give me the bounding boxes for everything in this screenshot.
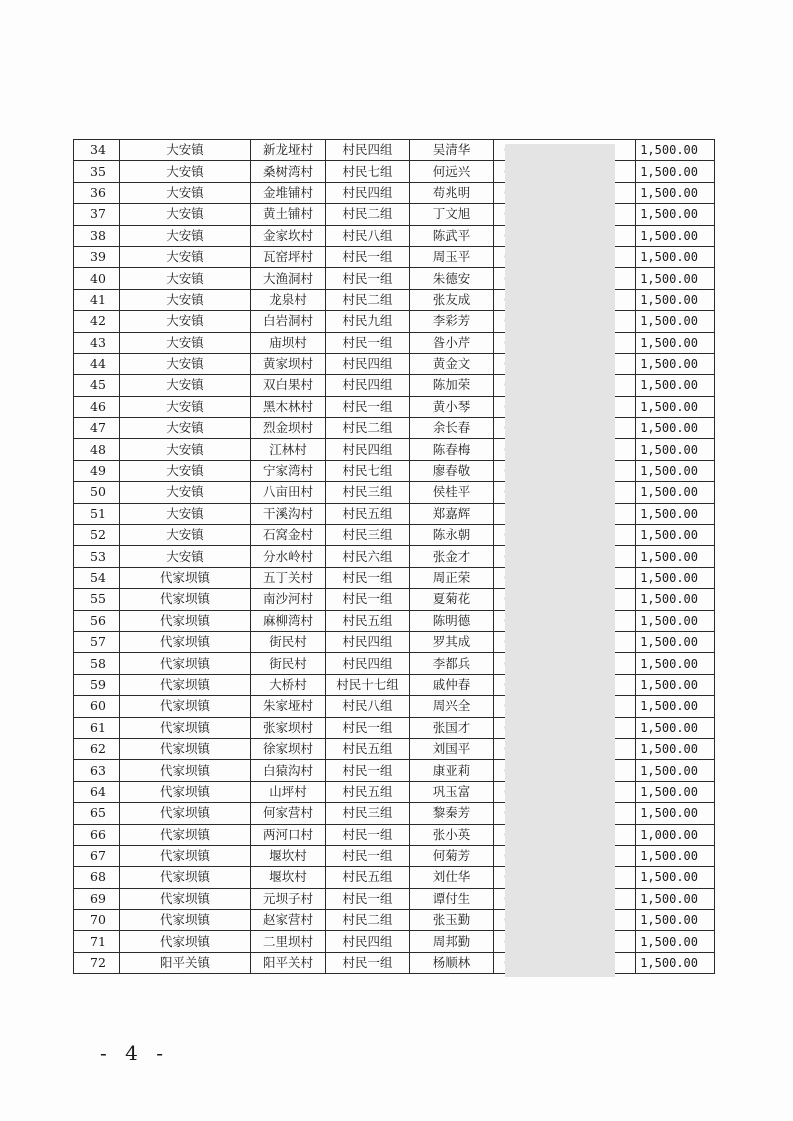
row-number: 71 [74, 931, 120, 952]
table-row [74, 268, 715, 289]
village-cell: 龙泉村 [251, 289, 326, 310]
table-row [74, 482, 715, 503]
name-cell: 刘国平 [410, 738, 494, 759]
name-cell: 周邦勤 [410, 931, 494, 952]
group-cell: 村民四组 [326, 631, 410, 652]
row-number: 41 [74, 289, 120, 310]
town-cell: 大安镇 [120, 140, 251, 161]
name-cell: 吴清华 [410, 140, 494, 161]
row-number: 54 [74, 567, 120, 588]
village-cell: 八亩田村 [251, 482, 326, 503]
name-cell: 张玉勤 [410, 910, 494, 931]
town-cell: 代家坝镇 [120, 674, 251, 695]
group-cell: 村民四组 [326, 653, 410, 674]
group-cell: 村民四组 [326, 375, 410, 396]
town-cell: 代家坝镇 [120, 738, 251, 759]
amount-cell: 1,500.00 [636, 460, 715, 481]
amount-cell: 1,500.00 [636, 738, 715, 759]
town-cell: 大安镇 [120, 525, 251, 546]
table-row [74, 225, 715, 246]
amount-cell: 1,500.00 [636, 182, 715, 203]
redaction-block [505, 144, 615, 977]
name-cell: 何远兴 [410, 161, 494, 182]
town-cell: 代家坝镇 [120, 610, 251, 631]
group-cell: 村民八组 [326, 225, 410, 246]
village-cell: 黑木林村 [251, 396, 326, 417]
amount-cell: 1,500.00 [636, 952, 715, 973]
group-cell: 村民九组 [326, 311, 410, 332]
table-row [74, 845, 715, 866]
row-number: 45 [74, 375, 120, 396]
group-cell: 村民一组 [326, 268, 410, 289]
group-cell: 村民一组 [326, 824, 410, 845]
name-cell: 陈明德 [410, 610, 494, 631]
table-row [74, 525, 715, 546]
town-cell: 大安镇 [120, 161, 251, 182]
amount-cell: 1,500.00 [636, 674, 715, 695]
group-cell: 村民五组 [326, 867, 410, 888]
village-cell: 何家营村 [251, 803, 326, 824]
group-cell: 村民二组 [326, 910, 410, 931]
group-cell: 村民二组 [326, 418, 410, 439]
row-number: 68 [74, 867, 120, 888]
amount-cell: 1,500.00 [636, 482, 715, 503]
village-cell: 庙坝村 [251, 332, 326, 353]
village-cell: 分水岭村 [251, 546, 326, 567]
town-cell: 大安镇 [120, 482, 251, 503]
town-cell: 阳平关镇 [120, 952, 251, 973]
name-cell: 罗其成 [410, 631, 494, 652]
town-cell: 大安镇 [120, 353, 251, 374]
town-cell: 大安镇 [120, 182, 251, 203]
table-row [74, 503, 715, 524]
village-cell: 元坝子村 [251, 888, 326, 909]
town-cell: 代家坝镇 [120, 803, 251, 824]
name-cell: 周正荣 [410, 567, 494, 588]
amount-cell: 1,500.00 [636, 717, 715, 738]
table-row [74, 311, 715, 332]
amount-cell: 1,500.00 [636, 567, 715, 588]
town-cell: 代家坝镇 [120, 845, 251, 866]
town-cell: 代家坝镇 [120, 867, 251, 888]
village-cell: 干溪沟村 [251, 503, 326, 524]
name-cell: 黄金文 [410, 353, 494, 374]
village-cell: 瓦窑坪村 [251, 246, 326, 267]
row-number: 58 [74, 653, 120, 674]
town-cell: 大安镇 [120, 439, 251, 460]
table-row [74, 760, 715, 781]
name-cell: 朱德安 [410, 268, 494, 289]
group-cell: 村民一组 [326, 845, 410, 866]
village-cell: 烈金坝村 [251, 418, 326, 439]
town-cell: 代家坝镇 [120, 717, 251, 738]
row-number: 37 [74, 204, 120, 225]
row-number: 50 [74, 482, 120, 503]
table-row [74, 781, 715, 802]
amount-cell: 1,500.00 [636, 396, 715, 417]
row-number: 40 [74, 268, 120, 289]
group-cell: 村民三组 [326, 525, 410, 546]
row-number: 43 [74, 332, 120, 353]
amount-cell: 1,500.00 [636, 867, 715, 888]
group-cell: 村民八组 [326, 696, 410, 717]
table-row [74, 803, 715, 824]
name-cell: 戚仲春 [410, 674, 494, 695]
group-cell: 村民五组 [326, 738, 410, 759]
group-cell: 村民六组 [326, 546, 410, 567]
row-number: 65 [74, 803, 120, 824]
table-row [74, 888, 715, 909]
row-number: 51 [74, 503, 120, 524]
amount-cell: 1,500.00 [636, 845, 715, 866]
table-row [74, 418, 715, 439]
amount-cell: 1,500.00 [636, 888, 715, 909]
group-cell: 村民五组 [326, 503, 410, 524]
town-cell: 代家坝镇 [120, 824, 251, 845]
table-row [74, 332, 715, 353]
table-row [74, 931, 715, 952]
table-row [74, 674, 715, 695]
name-cell: 刘仕华 [410, 867, 494, 888]
village-cell: 朱家垭村 [251, 696, 326, 717]
row-number: 38 [74, 225, 120, 246]
table-row [74, 696, 715, 717]
table-row [74, 246, 715, 267]
group-cell: 村民四组 [326, 439, 410, 460]
village-cell: 大渔洞村 [251, 268, 326, 289]
row-number: 61 [74, 717, 120, 738]
row-number: 66 [74, 824, 120, 845]
table-row [74, 631, 715, 652]
town-cell: 大安镇 [120, 503, 251, 524]
group-cell: 村民二组 [326, 204, 410, 225]
village-cell: 五丁关村 [251, 567, 326, 588]
row-number: 39 [74, 246, 120, 267]
table-row [74, 867, 715, 888]
table-row [74, 824, 715, 845]
town-cell: 代家坝镇 [120, 653, 251, 674]
town-cell: 代家坝镇 [120, 567, 251, 588]
row-number: 53 [74, 546, 120, 567]
table-row [74, 952, 715, 973]
village-cell: 白岩洞村 [251, 311, 326, 332]
town-cell: 代家坝镇 [120, 888, 251, 909]
amount-cell: 1,500.00 [636, 204, 715, 225]
name-cell: 周玉平 [410, 246, 494, 267]
name-cell: 周兴全 [410, 696, 494, 717]
amount-cell: 1,500.00 [636, 161, 715, 182]
town-cell: 代家坝镇 [120, 760, 251, 781]
row-number: 60 [74, 696, 120, 717]
village-cell: 金家坎村 [251, 225, 326, 246]
row-number: 59 [74, 674, 120, 695]
village-cell: 二里坝村 [251, 931, 326, 952]
amount-cell: 1,500.00 [636, 439, 715, 460]
table-row [74, 738, 715, 759]
table-row [74, 653, 715, 674]
name-cell: 郑嘉辉 [410, 503, 494, 524]
name-cell: 李都兵 [410, 653, 494, 674]
amount-cell: 1,500.00 [636, 332, 715, 353]
group-cell: 村民四组 [326, 353, 410, 374]
village-cell: 大桥村 [251, 674, 326, 695]
town-cell: 代家坝镇 [120, 910, 251, 931]
name-cell: 陈加荣 [410, 375, 494, 396]
name-cell: 张国才 [410, 717, 494, 738]
table-row [74, 439, 715, 460]
village-cell: 双白果村 [251, 375, 326, 396]
amount-cell: 1,500.00 [636, 760, 715, 781]
amount-cell: 1,500.00 [636, 311, 715, 332]
amount-cell: 1,500.00 [636, 225, 715, 246]
amount-cell: 1,500.00 [636, 910, 715, 931]
name-cell: 巩玉富 [410, 781, 494, 802]
table-row [74, 610, 715, 631]
amount-cell: 1,500.00 [636, 353, 715, 374]
village-cell: 徐家坝村 [251, 738, 326, 759]
name-cell: 康亚莉 [410, 760, 494, 781]
amount-cell: 1,500.00 [636, 289, 715, 310]
table-row [74, 375, 715, 396]
table-row [74, 546, 715, 567]
name-cell: 李彩芳 [410, 311, 494, 332]
group-cell: 村民一组 [326, 760, 410, 781]
row-number: 46 [74, 396, 120, 417]
group-cell: 村民一组 [326, 332, 410, 353]
village-cell: 新龙垭村 [251, 140, 326, 161]
village-cell: 江林村 [251, 439, 326, 460]
row-number: 55 [74, 589, 120, 610]
town-cell: 大安镇 [120, 268, 251, 289]
row-number: 63 [74, 760, 120, 781]
name-cell: 陈武平 [410, 225, 494, 246]
village-cell: 山坪村 [251, 781, 326, 802]
group-cell: 村民五组 [326, 781, 410, 802]
group-cell: 村民七组 [326, 460, 410, 481]
group-cell: 村民一组 [326, 952, 410, 973]
village-cell: 白猿沟村 [251, 760, 326, 781]
town-cell: 大安镇 [120, 375, 251, 396]
town-cell: 大安镇 [120, 332, 251, 353]
village-cell: 宁家湾村 [251, 460, 326, 481]
name-cell: 廖春敬 [410, 460, 494, 481]
table-row [74, 717, 715, 738]
amount-cell: 1,500.00 [636, 525, 715, 546]
town-cell: 大安镇 [120, 246, 251, 267]
name-cell: 陈永朝 [410, 525, 494, 546]
town-cell: 大安镇 [120, 418, 251, 439]
row-number: 56 [74, 610, 120, 631]
group-cell: 村民一组 [326, 567, 410, 588]
name-cell: 夏菊花 [410, 589, 494, 610]
name-cell: 黎秦芳 [410, 803, 494, 824]
row-number: 44 [74, 353, 120, 374]
town-cell: 代家坝镇 [120, 631, 251, 652]
town-cell: 大安镇 [120, 311, 251, 332]
village-cell: 桑树湾村 [251, 161, 326, 182]
table-row [74, 460, 715, 481]
name-cell: 杨顺林 [410, 952, 494, 973]
table-row [74, 353, 715, 374]
name-cell: 张金才 [410, 546, 494, 567]
name-cell: 张友成 [410, 289, 494, 310]
group-cell: 村民一组 [326, 396, 410, 417]
group-cell: 村民七组 [326, 161, 410, 182]
row-number: 70 [74, 910, 120, 931]
amount-cell: 1,500.00 [636, 418, 715, 439]
village-cell: 麻柳湾村 [251, 610, 326, 631]
amount-cell: 1,500.00 [636, 268, 715, 289]
table-row [74, 289, 715, 310]
town-cell: 大安镇 [120, 460, 251, 481]
group-cell: 村民四组 [326, 182, 410, 203]
row-number: 52 [74, 525, 120, 546]
row-number: 72 [74, 952, 120, 973]
row-number: 34 [74, 140, 120, 161]
name-cell: 谭付生 [410, 888, 494, 909]
village-cell: 石窝金村 [251, 525, 326, 546]
village-cell: 两河口村 [251, 824, 326, 845]
amount-cell: 1,500.00 [636, 931, 715, 952]
amount-cell: 1,500.00 [636, 546, 715, 567]
town-cell: 代家坝镇 [120, 781, 251, 802]
row-number: 42 [74, 311, 120, 332]
village-cell: 赵家营村 [251, 910, 326, 931]
amount-cell: 1,500.00 [636, 589, 715, 610]
recipient-table [73, 139, 715, 974]
group-cell: 村民一组 [326, 246, 410, 267]
name-cell: 黄小琴 [410, 396, 494, 417]
amount-cell: 1,500.00 [636, 610, 715, 631]
name-cell: 丁文旭 [410, 204, 494, 225]
village-cell: 街民村 [251, 631, 326, 652]
row-number: 57 [74, 631, 120, 652]
name-cell: 陈春梅 [410, 439, 494, 460]
amount-cell: 1,500.00 [636, 375, 715, 396]
table-row [74, 140, 715, 161]
row-number: 36 [74, 182, 120, 203]
amount-cell: 1,500.00 [636, 803, 715, 824]
village-cell: 堰坎村 [251, 867, 326, 888]
amount-cell: 1,500.00 [636, 140, 715, 161]
amount-cell: 1,000.00 [636, 824, 715, 845]
village-cell: 黄家坝村 [251, 353, 326, 374]
amount-cell: 1,500.00 [636, 653, 715, 674]
name-cell: 何菊芳 [410, 845, 494, 866]
table-row [74, 396, 715, 417]
row-number: 48 [74, 439, 120, 460]
village-cell: 黄土铺村 [251, 204, 326, 225]
amount-cell: 1,500.00 [636, 246, 715, 267]
row-number: 47 [74, 418, 120, 439]
group-cell: 村民一组 [326, 717, 410, 738]
town-cell: 大安镇 [120, 204, 251, 225]
amount-cell: 1,500.00 [636, 631, 715, 652]
group-cell: 村民一组 [326, 888, 410, 909]
table-row [74, 182, 715, 203]
table-body [74, 140, 715, 974]
name-cell: 苟兆明 [410, 182, 494, 203]
group-cell: 村民一组 [326, 589, 410, 610]
village-cell: 街民村 [251, 653, 326, 674]
village-cell: 堰坎村 [251, 845, 326, 866]
village-cell: 南沙河村 [251, 589, 326, 610]
group-cell: 村民三组 [326, 803, 410, 824]
row-number: 69 [74, 888, 120, 909]
group-cell: 村民十七组 [326, 674, 410, 695]
amount-cell: 1,500.00 [636, 503, 715, 524]
town-cell: 大安镇 [120, 546, 251, 567]
row-number: 64 [74, 781, 120, 802]
row-number: 35 [74, 161, 120, 182]
table-row [74, 204, 715, 225]
group-cell: 村民四组 [326, 931, 410, 952]
town-cell: 大安镇 [120, 225, 251, 246]
row-number: 67 [74, 845, 120, 866]
amount-cell: 1,500.00 [636, 781, 715, 802]
table-row [74, 589, 715, 610]
town-cell: 大安镇 [120, 396, 251, 417]
group-cell: 村民五组 [326, 610, 410, 631]
table-row [74, 910, 715, 931]
village-cell: 阳平关村 [251, 952, 326, 973]
group-cell: 村民四组 [326, 140, 410, 161]
name-cell: 余长春 [410, 418, 494, 439]
name-cell: 侯桂平 [410, 482, 494, 503]
row-number: 62 [74, 738, 120, 759]
group-cell: 村民三组 [326, 482, 410, 503]
town-cell: 大安镇 [120, 289, 251, 310]
row-number: 49 [74, 460, 120, 481]
group-cell: 村民二组 [326, 289, 410, 310]
town-cell: 代家坝镇 [120, 589, 251, 610]
village-cell: 金堆铺村 [251, 182, 326, 203]
table-row [74, 567, 715, 588]
town-cell: 代家坝镇 [120, 931, 251, 952]
table-row [74, 161, 715, 182]
name-cell: 昝小芹 [410, 332, 494, 353]
amount-cell: 1,500.00 [636, 696, 715, 717]
town-cell: 代家坝镇 [120, 696, 251, 717]
page-number: - 4 - [100, 1041, 169, 1065]
name-cell: 张小英 [410, 824, 494, 845]
village-cell: 张家坝村 [251, 717, 326, 738]
